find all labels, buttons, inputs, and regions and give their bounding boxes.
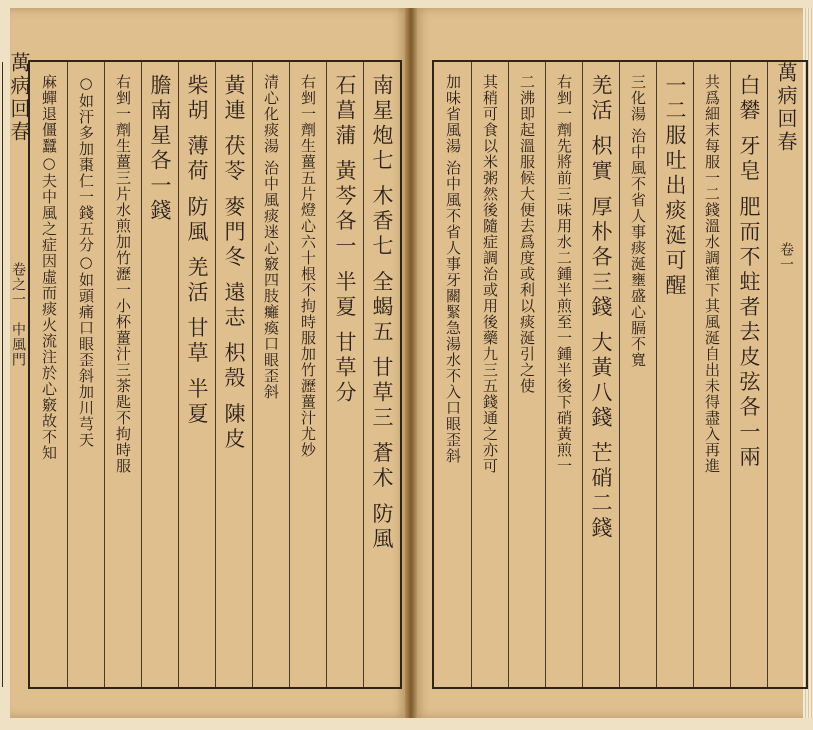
- right-column-2: 共爲細末每服一二錢溫水調灌下其風涎自出未得盡入再進: [703, 74, 721, 474]
- right-book-title: 萬病回春: [774, 62, 798, 154]
- book-gutter: [405, 8, 417, 718]
- right-column-8: 其稍可食以米粥然後隨症調治或用後藥九三五錢通之亦可: [481, 74, 499, 474]
- left-section-label: 中風門: [10, 322, 26, 367]
- left-column-9: ○如汗多加棗仁一錢五分○如頭痛口眼歪斜加川芎天: [77, 74, 95, 448]
- right-column-3: 一二服吐出痰涎可醒: [663, 74, 687, 299]
- left-column-6: 柴胡 薄荷 防風 羌活 甘草 半夏: [185, 74, 209, 428]
- right-column-1: 白礬 牙皂 肥而不蛀者去皮弦各一兩: [737, 74, 761, 471]
- left-column-4: 清心化痰湯 治中風痰迷心竅四肢癱瘓口眼歪斜: [262, 74, 280, 400]
- left-column-7: 膽南星各一錢: [148, 74, 172, 224]
- left-column-3: 右剉一劑生薑五片燈心六十根不拘時服加竹瀝薑汁尤妙: [299, 74, 317, 458]
- right-column-9: 加味省風湯 治中風不省人事牙關緊急湯水不入口眼歪斜: [444, 74, 462, 464]
- right-volume-label: 卷一: [778, 242, 794, 272]
- left-column-2: 石菖蒲 黃芩各一 半夏 甘草分: [333, 74, 357, 407]
- right-column-6: 右剉一劑先將前三味用水二鍾半煎至一鍾半後下硝黃煎一: [555, 74, 573, 474]
- right-text-frame: [432, 60, 808, 689]
- left-margin-header: [2, 52, 31, 687]
- left-column-10: 麻蟬退僵蠶○夫中風之症因虛而痰火流注於心竅故不知: [40, 74, 58, 461]
- left-column-8: 右剉一劑生薑三片水煎加竹瀝一小杯薑汁三茶匙不拘時服: [114, 74, 132, 474]
- left-volume-label: 卷之一: [10, 262, 26, 307]
- left-text-frame: [7, 52, 402, 689]
- left-book-title: 萬病回春: [7, 52, 31, 144]
- left-column-5: 黃連 茯苓 麥門冬 遠志 枳殼 陳皮: [222, 74, 246, 453]
- left-column-1: 南星炮七 木香七 全蝎五 甘草三 蒼术 防風: [370, 74, 394, 553]
- right-column-5: 羌活 枳實 厚朴各三錢 大黃八錢 芒硝二錢: [589, 74, 613, 542]
- right-column-7: 二沸即起溫服候大便去爲度或利以痰涎引之使: [518, 74, 536, 394]
- right-column-4: 三化湯 治中風不省人事痰涎壅盛心膈不寬: [629, 74, 647, 368]
